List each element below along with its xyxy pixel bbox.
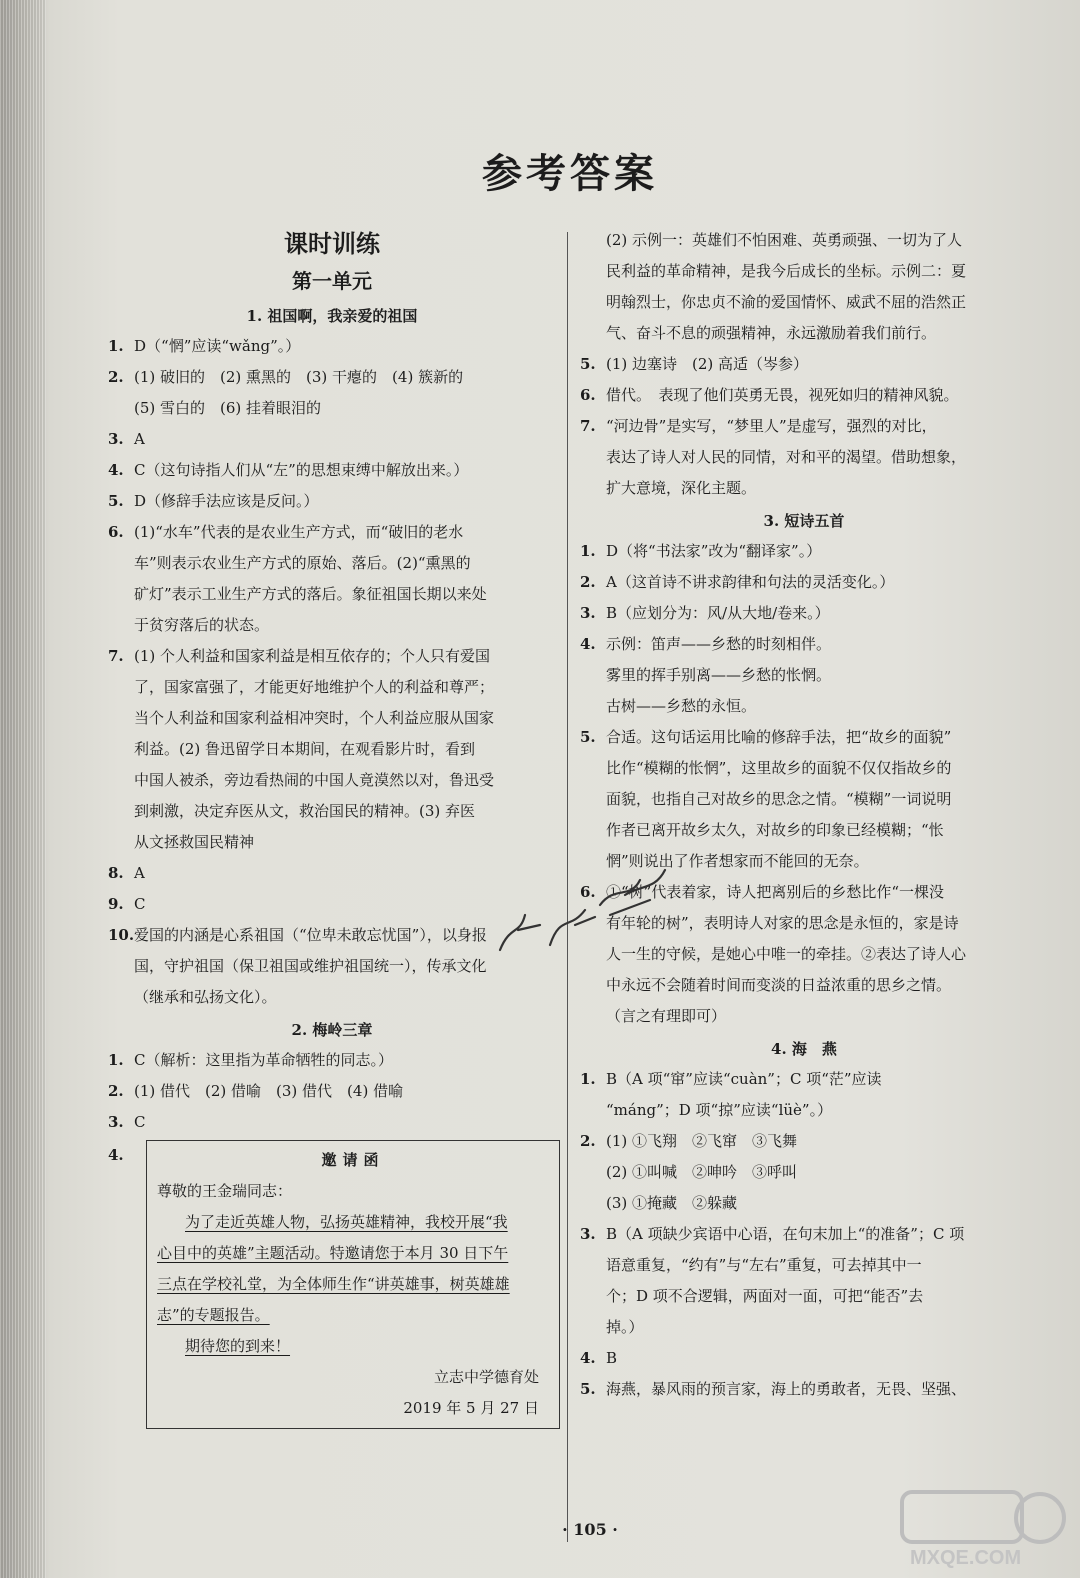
answer-line: ①“树”代表着家，诗人把离别后的乡愁比作“一棵没 [606,883,945,901]
answer-number: 6. [108,523,124,541]
answer-line: 表达了诗人对人民的同情，对和平的渴望。借助想象， [606,448,967,466]
invitation-line: 志”的专题报告。 [157,1306,270,1324]
answer-line: C [134,1113,146,1131]
answer-line: 合适。这句话运用比喻的修辞手法，把“故乡的面貌” [606,728,952,746]
answer-item [108,920,556,1013]
invitation-title: 邀请函 [321,1151,385,1169]
answer-line: 车”则表示农业生产方式的原始、落后。(2)“熏黑的 [134,554,471,572]
answer-number: 7. [580,417,596,435]
answer-item [580,567,1028,598]
invitation-letter [146,1140,560,1429]
answer-item [580,1343,1028,1374]
answer-line: (1) 边塞诗 (2) 高适（岑参） [606,355,809,373]
section-title: 课时训练 [284,229,380,258]
answer-number: 5. [580,728,596,746]
answer-line: A [134,864,145,882]
answer-line: “河边骨”是实写，“梦里人”是虚写，强烈的对比， [606,417,937,435]
answer-number: 3. [580,1225,596,1243]
answer-line: 了，国家富强了，才能更好地维护个人的利益和尊严； [134,678,495,696]
invitation-line: 心目中的英雄”主题活动。特邀请您于本月 30 日下午 [157,1244,509,1262]
answer-line: 示例：笛声——乡愁的时刻相伴。 [606,635,832,653]
lesson-title: 4. 海 燕 [771,1040,837,1058]
answer-line: “máng”；D 项“掠”应读“lüè”。） [606,1101,833,1119]
answer-line: 民利益的革命精神，是我今后成长的坐标。示例二：夏 [606,262,967,280]
answer-line: 爱国的内涵是心系祖国（“位卑未敢忘忧国”），以身报 [134,926,487,944]
answer-line: C（这句诗指人们从“左”的思想束缚中解放出来。） [134,461,469,479]
answer-line: (2) ①叫喊 ②呻吟 ③呼叫 [606,1163,798,1181]
answer-line: 海燕，暴风雨的预言家，海上的勇敢者，无畏、坚强、 [606,1380,967,1398]
answer-number: 2. [108,368,124,386]
answer-item [580,536,1028,567]
answer-number: 2. [580,1132,596,1150]
answer-number: 4. [108,1146,124,1164]
answer-line: 矿灯”表示工业生产方式的落后。象征祖国长期以来处 [134,585,487,603]
answer-line: 气、奋斗不息的顽强精神，永远激励着我们前行。 [606,324,937,342]
answer-line: (5) 雪白的 (6) 挂着眼泪的 [134,399,322,417]
answer-item [108,486,556,517]
invitation-date: 2019 年 5 月 27 日 [403,1399,539,1417]
answer-line: 人一生的守候，是她心中唯一的牵挂。②表达了诗人心 [606,945,967,963]
invitation-greeting: 尊敬的王金瑞同志： [157,1182,293,1200]
answer-number: 6. [580,386,596,404]
answer-line: 掉。） [606,1318,644,1336]
answer-line: 借代。 表现了他们英勇无畏，视死如归的精神风貌。 [606,386,959,404]
invitation-body [157,1238,549,1331]
answer-item [108,889,556,920]
invitation-sender: 立志中学德育处 [433,1368,539,1386]
invitation-line: 三点在学校礼堂，为全体师生作“讲英雄事，树英雄雄 [157,1275,510,1293]
page-title: 参考答案 [482,150,658,197]
answer-item [108,424,556,455]
answer-number: 1. [108,1051,124,1069]
answer-line: 作者已离开故乡太久，对故乡的印象已经模糊；“怅 [606,821,944,839]
answer-number: 2. [580,573,596,591]
lesson-title: 3. 短诗五首 [763,512,845,530]
answer-list [580,225,1028,504]
unit-title: 第一单元 [292,269,372,293]
answer-line: D（修辞手法应该是反问。） [134,492,319,510]
answer-line: 中国人被杀，旁边看热闹的中国人竟漠然以对，鲁迅受 [134,771,495,789]
answer-number: 4. [580,635,596,653]
answer-item [108,362,556,424]
answer-item [580,411,1028,504]
answer-line: 明翰烈士，你忠贞不渝的爱国情怀、威武不屈的浩然正 [606,293,967,311]
answer-line: 从文拯救国民精神 [134,833,255,851]
answer-number: 8. [108,864,124,882]
answer-item [580,598,1028,629]
answer-item [580,1064,1028,1126]
answer-number: 1. [108,337,124,355]
answer-number: 7. [108,647,124,665]
watermark-text: MXQE.COM [910,1547,1022,1569]
answer-line: 古树——乡愁的永恒。 [606,697,757,715]
answer-list [108,1045,556,1138]
answer-line: 面貌，也指自己对故乡的思念之情。“模糊”一词说明 [606,790,952,808]
answer-line: 惘”则说出了作者想家而不能回的无奈。 [606,852,869,870]
answer-item [108,641,556,858]
handwritten-signature [490,855,680,965]
answer-number: 5. [580,355,596,373]
answer-item [580,1374,1028,1405]
lesson-title: 2. 梅岭三章 [291,1021,373,1039]
answer-line: 国，守护祖国（保卫祖国或维护祖国统一），传承文化 [134,957,487,975]
answer-number: 3. [108,1113,124,1131]
answer-item [108,1076,556,1107]
answer-line: (1) 破旧的 (2) 熏黑的 (3) 干瘪的 (4) 簇新的 [134,368,464,386]
answer-number: 6. [580,883,596,901]
answer-item [108,455,556,486]
answer-number: 4. [108,461,124,479]
answer-line: (1) 个人利益和国家利益是相互依存的；个人只有爱国 [134,647,491,665]
answer-item [108,517,556,641]
page-number: · 105 · [562,1520,618,1539]
answer-line: 有年轮的树”，表明诗人对家的思念是永恒的，家是诗 [606,914,959,932]
answer-number: 2. [108,1082,124,1100]
answer-number: 5. [108,492,124,510]
answer-number: 3. [580,604,596,622]
answer-item [580,349,1028,380]
answer-line: 语意重复，“约有”与“左右”重复，可去掉其中一 [606,1256,922,1274]
invitation-line: 期待您的到来！ [185,1337,291,1355]
answer-line: 扩大意境，深化主题。 [606,479,757,497]
answer-item [580,722,1028,877]
answer-line: (1) ①飞翔 ②飞窜 ③飞舞 [606,1132,798,1150]
answer-line: C [134,895,146,913]
answer-line: D（将“书法家”改为“翻译家”。） [606,542,822,560]
watermark-logo [900,1490,1070,1570]
left-column [108,225,556,1429]
answer-number: 9. [108,895,124,913]
answer-line: B（应划分为：风/从大地/卷来。） [606,604,830,622]
answer-line: D（“惘”应读“wǎng”。） [134,337,301,355]
answer-number: 10. [108,926,135,944]
answer-item [580,380,1028,411]
invitation-body [157,1207,549,1238]
answer-line: B（A 项“窜”应读“cuàn”；C 项“茫”应读 [606,1070,882,1088]
answer-number: 3. [108,430,124,448]
answer-line: A [134,430,145,448]
binding-edge [0,0,46,1578]
answer-line: （继承和弘扬文化）。 [134,988,277,1006]
answer-list [580,1064,1028,1405]
answer-number: 5. [580,1380,596,1398]
answer-line: B（A 项缺少宾语中心语，在句末加上“的准备”；C 项 [606,1225,965,1243]
answer-line: 中永远不会随着时间而变淡的日益浓重的思乡之情。 [606,976,952,994]
lesson-title: 1. 祖国啊，我亲爱的祖国 [246,307,418,325]
answer-item [580,225,1028,349]
answer-line: A（这首诗不讲求韵律和句法的灵活变化。） [606,573,895,591]
answer-line: 利益。(2) 鲁迅留学日本期间，在观看影片时，看到 [134,740,476,758]
answer-item [108,858,556,889]
answer-line: C（解析：这里指为革命牺牲的同志。） [134,1051,393,1069]
answer-item [108,1140,556,1429]
answer-line: 雾里的挥手别离——乡愁的怅惘。 [606,666,832,684]
answer-item [580,629,1028,722]
answer-line: (3) ①掩藏 ②躲藏 [606,1194,738,1212]
answer-line: 个；D 项不合逻辑，两面对一面，可把“能否”去 [606,1287,924,1305]
answer-line: (1) 借代 (2) 借喻 (3) 借代 (4) 借喻 [134,1082,404,1100]
answer-line: (2) 示例一：英雄们不怕困难、英勇顽强、一切为了人 [606,231,963,249]
invitation-line: 为了走近英雄人物，弘扬英雄精神，我校开展“我 [185,1213,508,1231]
answer-item [108,1107,556,1138]
invitation-closing [157,1331,549,1362]
right-column [580,225,1028,1405]
answer-list [108,331,556,1013]
answer-number: 1. [580,542,596,560]
answer-line: (1)“水车”代表的是农业生产方式，而“破旧的老水 [134,523,464,541]
answer-item [108,1045,556,1076]
answer-line: 当个人利益和国家利益相冲突时，个人利益应服从国家 [134,709,495,727]
answer-line: 比作“模糊的怅惘”，这里故乡的面貌不仅仅指故乡的 [606,759,952,777]
answer-number: 1. [580,1070,596,1088]
answer-item [108,331,556,362]
answer-line: （言之有理即可） [606,1007,727,1025]
answer-line: 于贫穷落后的状态。 [134,616,270,634]
answer-item [580,1219,1028,1343]
answer-line: 到刺激，决定弃医从文，救治国民的精神。(3) 弃医 [134,802,476,820]
answer-item [580,1126,1028,1219]
answer-number: 4. [580,1349,596,1367]
answer-line: B [606,1349,618,1367]
